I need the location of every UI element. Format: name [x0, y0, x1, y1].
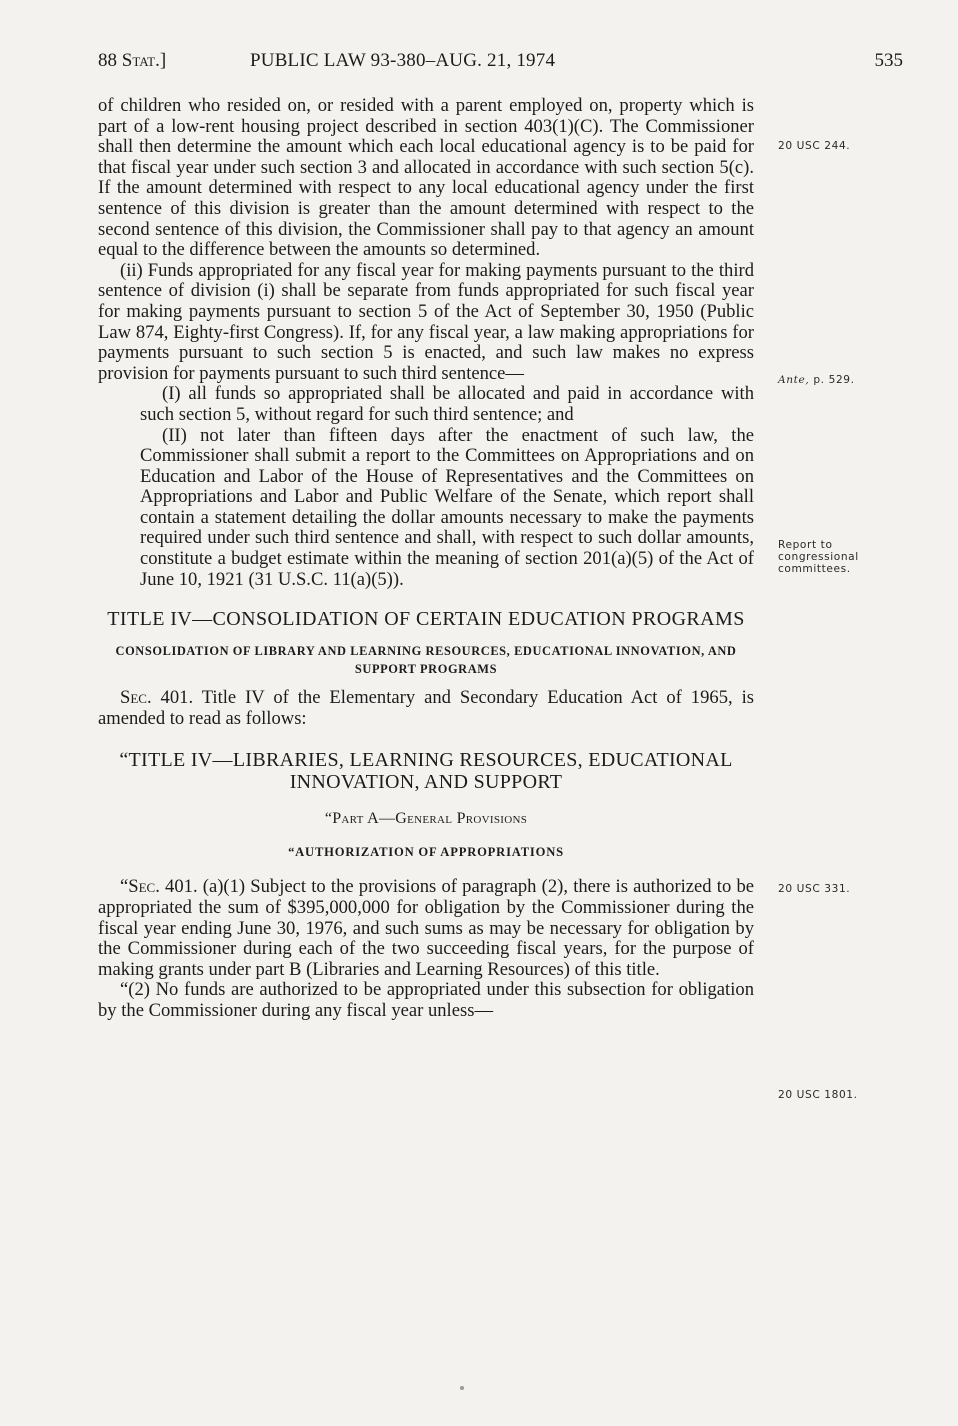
- paragraph-continued: of children who resided on, or resided with a parent employed on, property which is part of a low-rent housing project described in section 403(1)(C). The Commissioner shall then determine the amount which each local educational agency is to be paid for that fiscal year under such section 3 and allocated in accordance with such section 5(c). If the amount determined with respect to any local educational agency under the first sentence of this division is greater than the amount determined with respect to the second sentence of this division, the Commissioner shall pay to that agency an amount equal to the difference between the amounts so determined.: [98, 95, 754, 261]
- law-title: PUBLIC LAW 93-380–AUG. 21, 1974: [250, 50, 556, 71]
- title-iv-heading: TITLE IV—CONSOLIDATION OF CERTAIN EDUCATION PROGRAMS: [107, 608, 745, 631]
- paragraph-division-ii: (ii) Funds appropriated for any fiscal year for making payments pursuant to the third sentence of division (i) shall be separate from funds appropriated for such fiscal year for making payments pursuant to section 5 of the Act of September 30, 1950 (Public Law 874, Eighty-first Congress). If, for any fiscal year, a law making appropriations for payments pursuant to such section 5 is enacted, and such law makes no express provision for payments pursuant to such third sentence—: [98, 259, 754, 384]
- part-a-heading: “Part A—General Provisions: [324, 810, 528, 828]
- quoted-title-iv-heading: “TITLE IV—LIBRARIES, LEARNING RESOURCES, EDUCATIONAL INNOVATION, AND SUPPORT: [119, 749, 733, 794]
- margin-note-ante: Ante, p. 529.: [778, 374, 855, 386]
- margin-note-20-usc-331: 20 USC 331.: [778, 883, 851, 895]
- subparagraph-ii: (II) not later than fifteen days after the enactment of such law, the Commissioner shall submit a report to the Committees on Appropriations and on Education and Labor of the House of Representatives and the Committees on Appropriations and Labor and Public Welfare of the Senate, which report shall contain a statement detailing the dollar amounts necessary to make the payments required under such third sentence and shall, with respect to such dollar amounts, constitute a budget estimate within the meaning of section 201(a)(5) of the Act of June 10, 1921 (31 U.S.C. 11(a)(5)).: [140, 424, 754, 590]
- body-text: [98, 96, 754, 1022]
- paragraph-2: “(2) No funds are authorized to be appropriated under this subsection for obligation by the Commissioner during any fiscal year unless—: [98, 979, 754, 1021]
- subparagraph-i: (I) all funds so appropriated shall be allocated and paid in accordance with such section 5, without regard for such third sentence; and: [140, 383, 754, 425]
- page-mark: [460, 1386, 464, 1390]
- margin-note-20-usc-1801: 20 USC 1801.: [778, 1089, 858, 1101]
- section-401-paragraph: Sec. 401. Title IV of the Elementary and Secondary Education Act of 1965, is amended to read as follows:: [98, 687, 754, 729]
- quoted-section-401-paragraph: “Sec. 401. (a)(1) Subject to the provisions of paragraph (2), there is authorized to be appropriated the sum of $395,000,000 for obligation by the Commissioner during the fiscal year ending June 30, 1976, and such sums as may be necessary for obligation by the Commissioner during each of the two succeeding fiscal years, for the purpose of making grants under part B (Libraries and Learning Resources) of this title.: [98, 876, 754, 980]
- running-header: [98, 50, 903, 74]
- quoted-section-label: “Sec.: [120, 876, 160, 898]
- margin-note-report: Report to congressional committees.: [778, 539, 859, 575]
- subparagraph-group: [98, 384, 754, 590]
- statute-reference: 88 Stat.]: [98, 50, 167, 71]
- authorization-heading: “AUTHORIZATION OF APPROPRIATIONS: [288, 845, 564, 860]
- consolidation-heading: CONSOLIDATION OF LIBRARY AND LEARNING RESOURCES, EDUCATIONAL INNOVATION, AND SUPPORT PROGRAMS: [115, 644, 737, 677]
- margin-note-20-usc-244: 20 USC 244.: [778, 140, 851, 152]
- section-label: Sec.: [120, 687, 152, 709]
- page-number: 535: [874, 50, 903, 71]
